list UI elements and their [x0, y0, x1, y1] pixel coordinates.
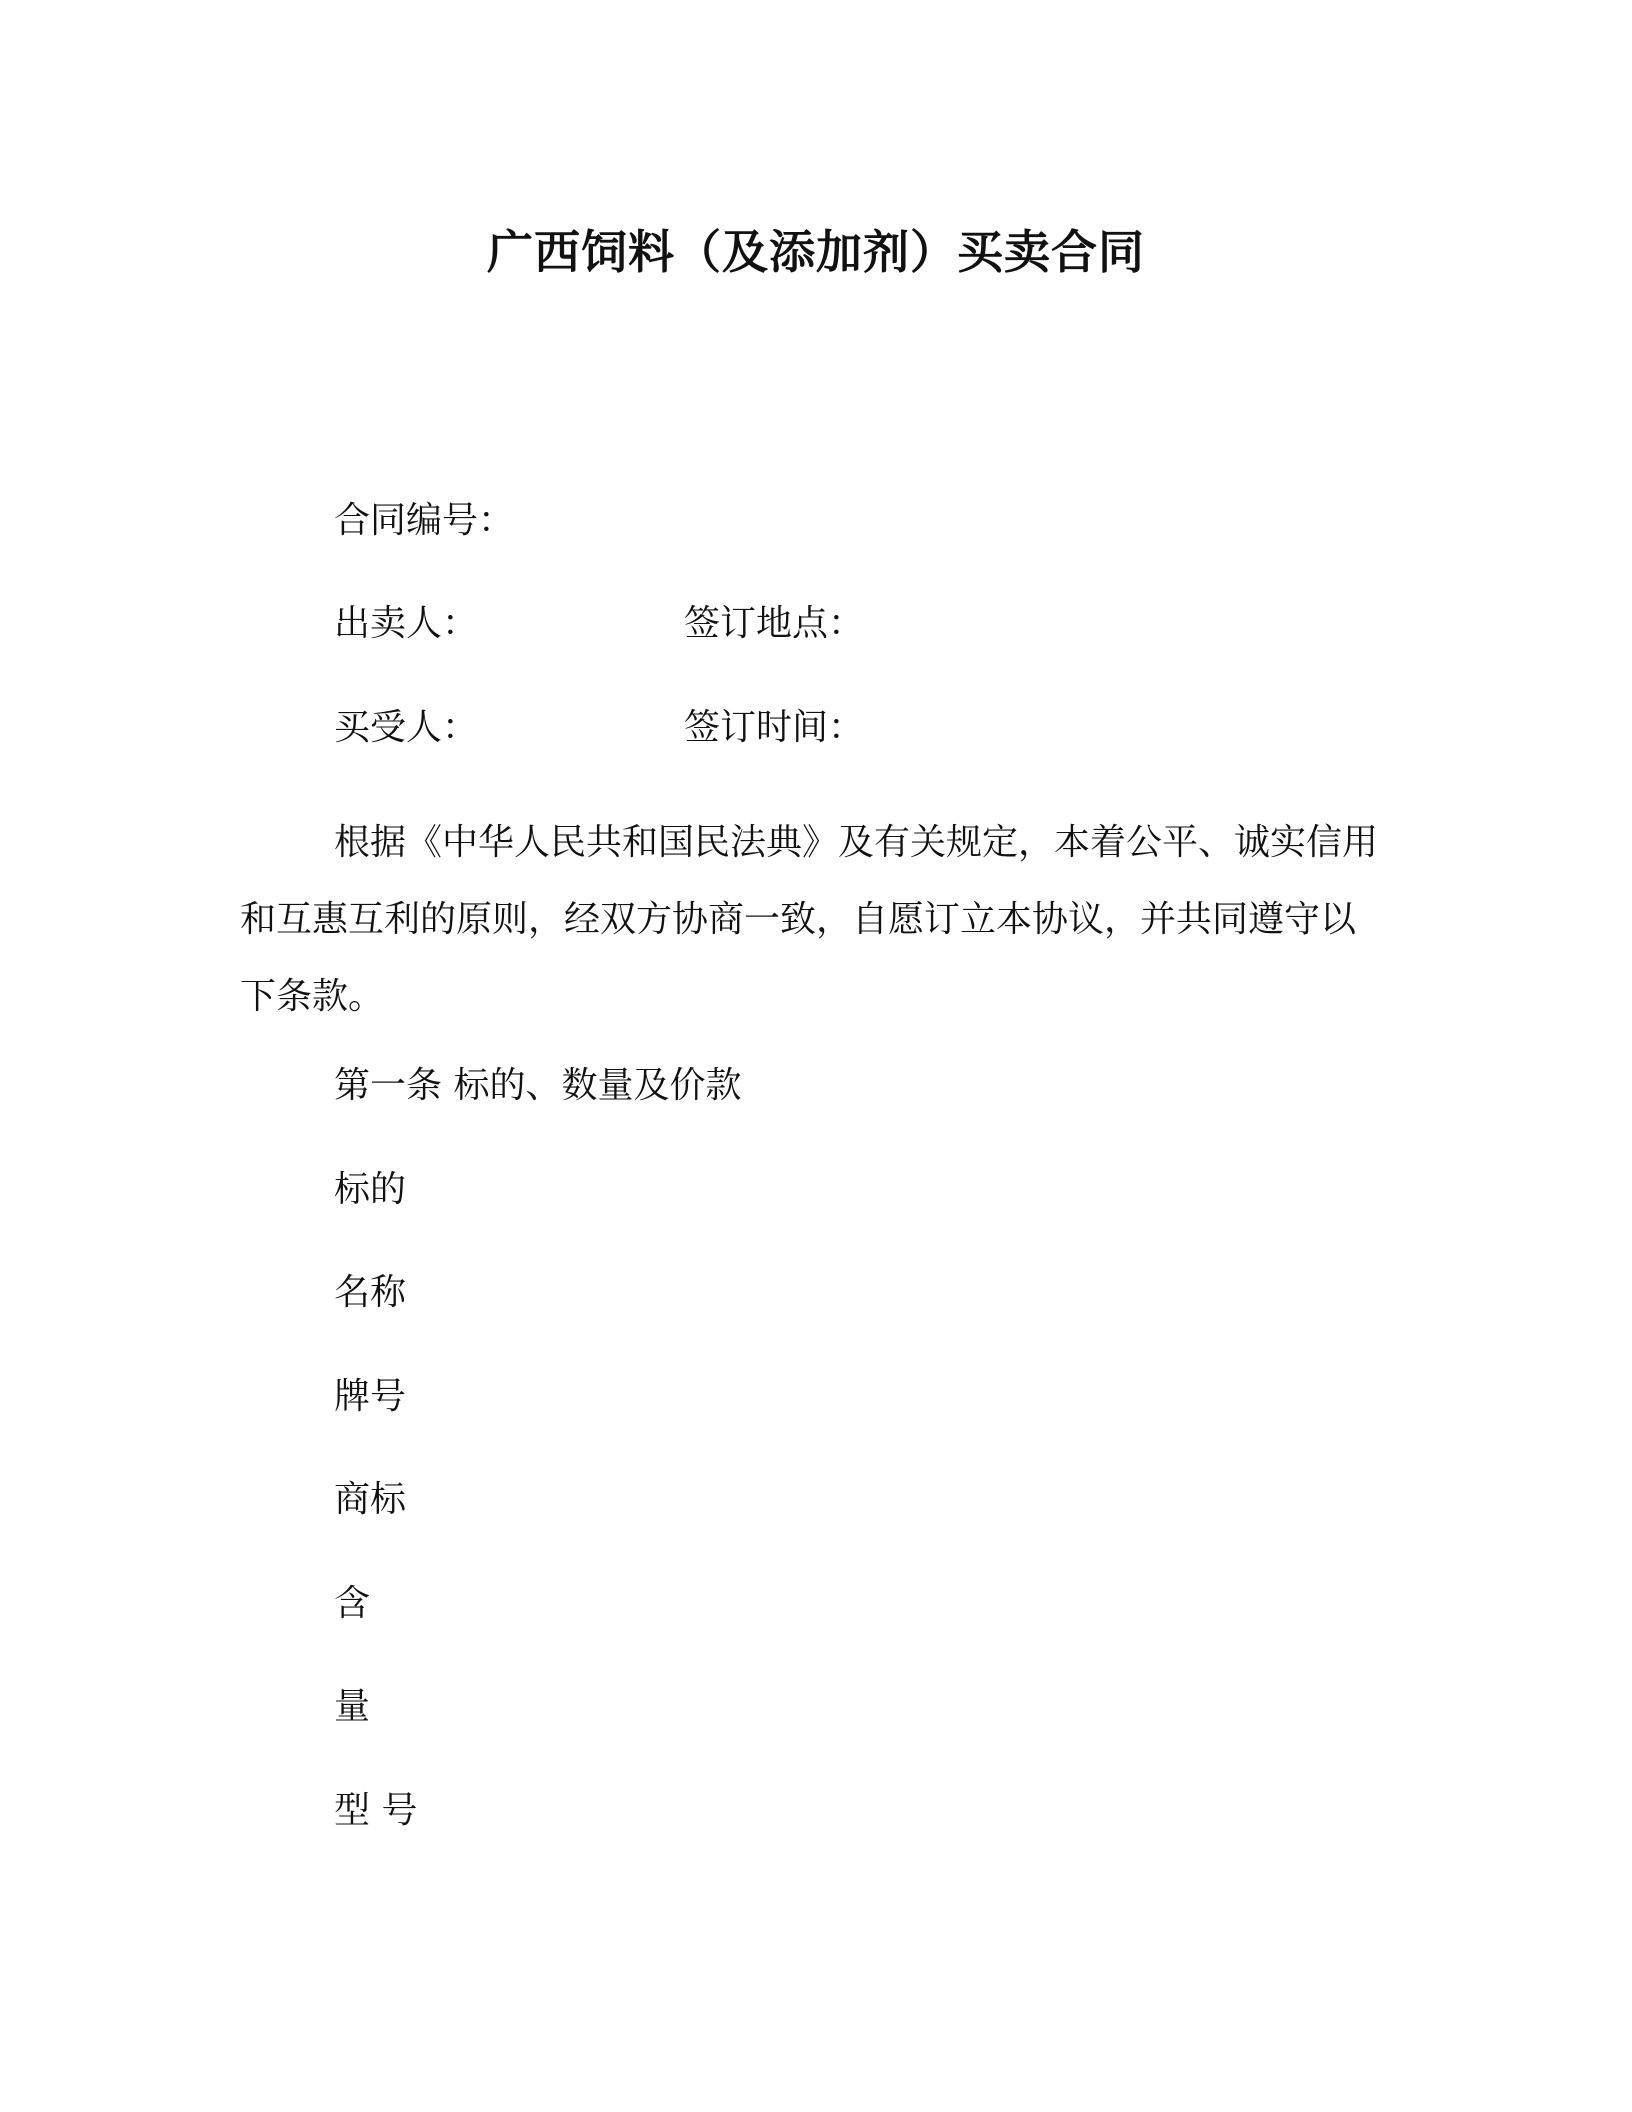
intro-paragraph: 根据《中华人民共和国民法典》及有关规定，本着公平、诚实信用和互惠互利的原则，经双方协商一致，自愿订立本协议，并共同遵守以下条款。	[240, 822, 1379, 1017]
buyer-label: 买受人：	[334, 707, 479, 748]
item-trademark: 商标	[334, 1479, 407, 1520]
item-content-1: 含	[334, 1583, 371, 1624]
item-brand-number: 牌号	[334, 1376, 407, 1417]
item-model: 型 号	[334, 1790, 418, 1831]
sign-time-label: 签订时间：	[684, 707, 865, 748]
sign-place-label: 签订地点：	[684, 603, 865, 644]
item-content-2: 量	[334, 1686, 371, 1727]
seller-label: 出卖人：	[334, 603, 479, 644]
document-title: 广西饲料（及添加剂）买卖合同	[487, 225, 1145, 279]
contract-number-label: 合同编号：	[334, 500, 515, 541]
article-1-heading: 第一条 标的、数量及价款	[334, 1065, 742, 1106]
item-name: 名称	[334, 1272, 407, 1313]
item-subject: 标的	[334, 1169, 407, 1210]
